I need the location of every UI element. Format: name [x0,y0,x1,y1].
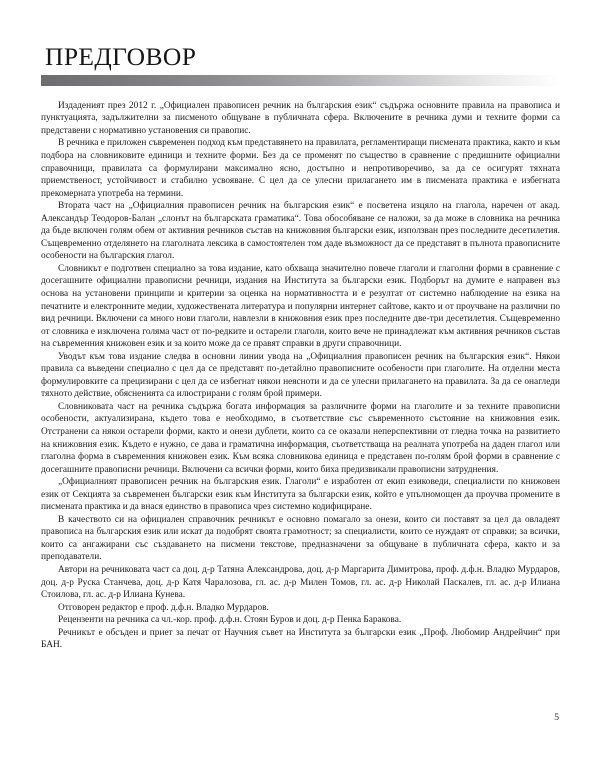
paragraph-authors: Автори на речниковата част са доц. д-р Татяна Александрова, доц. д-р Маргарита Димитрова, проф. д.ф.н. Владко Мурдаров, доц. д-р Руска Станчева, доц. д-р Катя Чаралозова, гл. ас. д-р Милен Томов, гл. ас. д-р Николай Паскалев, гл. ас. д-р Илиана Стоилова, гл. ас. д-р Илиана Кунева. [41,565,560,601]
paragraph: Втората част на „Официалния правописен речник на българския език“ е посветена изцяло на глагола, наречен от акад. Александър Теодоров-Балан „слонът на българската граматика“. Това обособяване се наложи, за да може в словника на речника да бъде включен голям обем от активния речников състав на книжовния български език, използван през последните десетилетия. Същевременно отделянето на глаголната лексика в самостоятелен том даде възможност да се представят в пълнота правописните особености на българския глагол. [41,201,560,262]
paragraph: „Официалният правописен речник на българския език. Глаголи“ е изработен от екип езиковеди, специалисти по книжовен език от Секцията за съвременен български език към Института за български език, който е упълномощен да проучва промените в писмената практика и да внася единство в правописа чрез системно кодифициране. [41,477,560,513]
page-title: ПРЕДГОВОР [45,42,197,71]
title-gradient-rule [41,75,560,86]
paragraph: Издаденият през 2012 г. „Официален правописен речник на българския език“ съдържа основните правила на правописа и пунктуацията, задължителни за писменото общуване в публичната сфера. Включените в речника думи и техните форми са представени с нормативно установения си правопис. [41,100,560,136]
document-body [41,100,560,652]
paragraph: Словникът е подготвен специално за това издание, като обхваща значително повече глаголи и глаголни форми в сравнение с досегашните официални правописни речници, издания на Института за български език. Подборът на думите е направен въз основа на установени принципи и критерии за оценка на нормативността и е резултат от системно наблюдение на езика на печатните и електронните медии, художествената литература и популярни интернет сайтове, както и от проучване на различни по вид речници. Включени са много нови глаголи, навлезли в книжовния език през последните две-три десетилетия. Същевременно от словника е изключена голяма част от по-редките и остарели глаголи, които вече не принадлежат към активния речников състав на съвременния книжовен език и за които може да се правят справки в други справочници. [41,263,560,350]
paragraph-approval: Речникът е обсъден и приет за печат от Научния съвет на Института за български език „Проф. Любомир Андрейчин“ при БАН. [41,627,560,651]
paragraph: В качеството си на официален справочник речникът е основно помагало за онези, които си поставят за цел да овладеят правописа на българския език или искат да подобрят своята грамотност; за специалисти, които се нуждаят от справки; за всички, които са ангажирани със създаването на писмени текстове, предназначени за общуване в публичната сфера, както и за преподаватели. [41,514,560,563]
paragraph: Уводът към това издание следва в основни линии увода на „Официалния правописен речник на българския език“. Някои правила са въведени специално с цел да се представят по-детайлно правописните особености при глаголите. На отделни места формулировките са прецизирани с цел да се избегнат някои неясноти и да се улесни прилагането на правилата. За да се онагледи тяхното действие, обясненията са илюстрирани с голям брой примери. [41,351,560,400]
page-number: 5 [554,712,559,724]
paragraph-reviewers: Рецензенти на речника са чл.-кор. проф. д.ф.н. Стоян Буров и доц. д-р Пенка Баракова. [58,615,402,626]
paragraph-editor: Отговорен редактор е проф. д.ф.н. Владко Мурдаров. [58,602,269,613]
paragraph: Словниковата част на речника съдържа богата информация за различните форми на глаголите и за техните правописни особености, актуализирана, където това е необходимо, в съответствие със съвременното състояние на книжовния език. Отстранени са някои остарели форми, както и онези дублети, които са се оказали неперспективни от гледна точка на развитието на книжовния език. Където е нужно, се дава и граматична информация, съответстваща на реалната употреба на даден глагол или глаголна форма в съвременния книжовен език. Към всяка словникова единица е представен по-голям брой форми в сравнение с досегашните правописни речници. Включени са всички форми, които биха предизвикали правописни затруднения. [41,401,560,475]
paragraph: В речника е приложен съвременен подход към представянето на правилата, регламентиращи писмената практика, както и към подбора на словниковите единици и техните форми. Без да се променят по същество в сравнение с предишните официални справочници, правилата са формулирани максимално ясно, достъпно и непротиворечиво, за да се осигурят тяхната приемственост, устойчивост и стабилно усвояване. С цел да се улесни прилагането им в писмената практика е избегната прекомерната употреба на термини. [41,138,560,199]
